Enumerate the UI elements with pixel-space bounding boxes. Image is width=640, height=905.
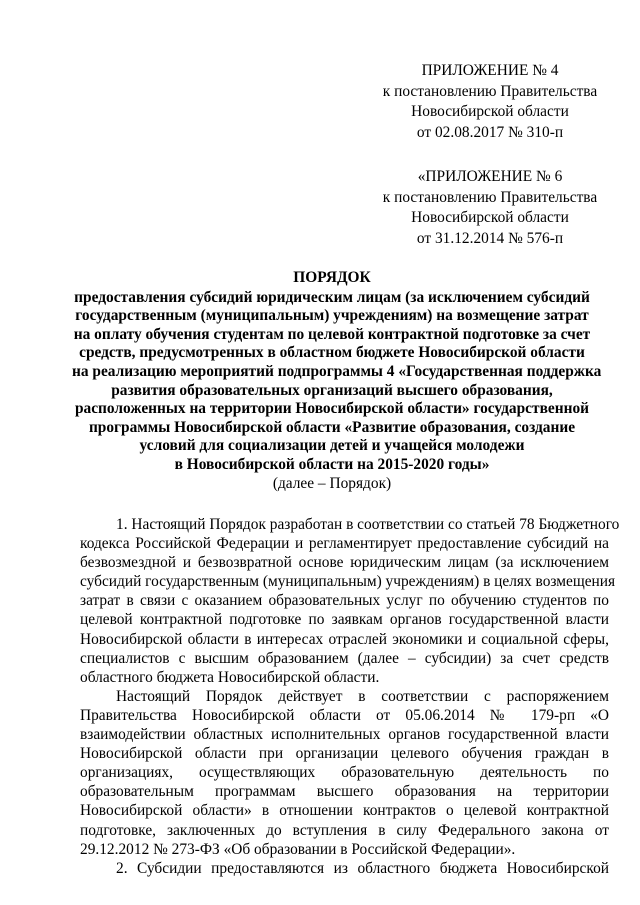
appendix-4-line: к постановлению Правительства: [382, 82, 598, 100]
paragraph-line: 1. Настоящий Порядок разработан в соответствии со статьей 78 Бюджетного: [116, 516, 620, 533]
appendix-6-header: [380, 167, 600, 249]
paragraph-line: организациях, осуществляющих образовательную деятельность по: [80, 764, 609, 782]
appendix-6-line: Новосибирской области: [411, 209, 569, 226]
title-line: развития образовательных организаций высшего образования,: [111, 381, 553, 399]
paragraph-line: субсидий государственным (муниципальным) учреждениям) в целях возмещения: [80, 573, 616, 591]
paragraph-line: 2. Субсидии предоставляются из областного бюджета Новосибирской: [116, 859, 609, 877]
paragraph-line: Правительства Новосибирской области от 05.06.2014 № 179-рп «О: [80, 706, 609, 724]
paragraph-line: 29.12.2012 № 273-ФЗ «Об образовании в Российской Федерации».: [80, 840, 516, 858]
appendix-4-line: Новосибирской области: [411, 103, 569, 120]
paragraph-line: подготовке, заключенных до вступления в силу Федерального закона от: [80, 821, 609, 839]
paragraph-line: Новосибирской области в интересах отраслей экономики и социальной сферы,: [80, 630, 609, 648]
title-line: программы Новосибирской области «Развитие образования, создание: [88, 418, 576, 436]
appendix-6-title: «ПРИЛОЖЕНИЕ № 6: [417, 168, 563, 185]
title-note: (далее – Порядок): [272, 474, 392, 492]
paragraph-line: специалистов с высшим образованием (далее – субсидии) за счет средств: [80, 649, 609, 667]
paragraph-line: областного бюджета Новосибирской области.: [80, 668, 380, 686]
document-body: [80, 515, 620, 878]
paragraph-line: целевой контрактной подготовке по заявкам органов государственной власти: [80, 611, 609, 629]
title-line: предоставления субсидий юридическим лицам (за исключением субсидий: [74, 288, 590, 306]
title-line: средств, предусмотренных в областном бюджете Новосибирской области: [79, 344, 585, 362]
title-line: на оплату обучения студентам по целевой контрактной подготовке за счет: [73, 325, 591, 343]
appendix-4-date: от 02.08.2017 № 310-п: [416, 123, 564, 141]
paragraph-line: кодекса Российской Федерации и регламентирует предоставление субсидий на: [80, 535, 609, 553]
title-line: государственным (муниципальным) учреждениям) на возмещение затрат: [75, 307, 589, 325]
title-line: расположенных на территории Новосибирской области» государственной: [74, 400, 590, 418]
appendix-4-header: [380, 61, 600, 143]
title-line: условий для социализации детей и учащейся молодежи: [139, 437, 525, 455]
paragraph-line: Новосибирской области при организации целевого обучения граждан в: [80, 745, 609, 763]
title-line: на реализацию мероприятий подпрограммы 4 «Государственная поддержка: [72, 362, 602, 380]
title-line: в Новосибирской области на 2015-2020 годы»: [174, 455, 490, 473]
paragraph-line: образовательным программам высшего образования на территории: [80, 783, 609, 801]
paragraph-line: затрат в связи с оказанием образовательных услуг по обучению студентов по: [80, 592, 609, 610]
appendix-4-title: ПРИЛОЖЕНИЕ № 4: [421, 62, 559, 79]
appendix-6-line: к постановлению Правительства: [382, 188, 598, 206]
paragraph-line: Новосибирской области» в отношении контрактов о целевой контрактной: [80, 802, 609, 820]
paragraph-line: безвозмездной и безвозвратной основе юридическим лицам (за исключением: [80, 554, 609, 572]
title-heading: ПОРЯДОК: [293, 269, 371, 286]
document-title: [72, 269, 602, 493]
paragraph-line: взаимодействии областных исполнительных органов государственной власти: [80, 726, 609, 744]
paragraph-line: Настоящий Порядок действует в соответствии с распоряжением: [116, 687, 609, 705]
appendix-6-date: от 31.12.2014 № 576-п: [416, 229, 564, 247]
